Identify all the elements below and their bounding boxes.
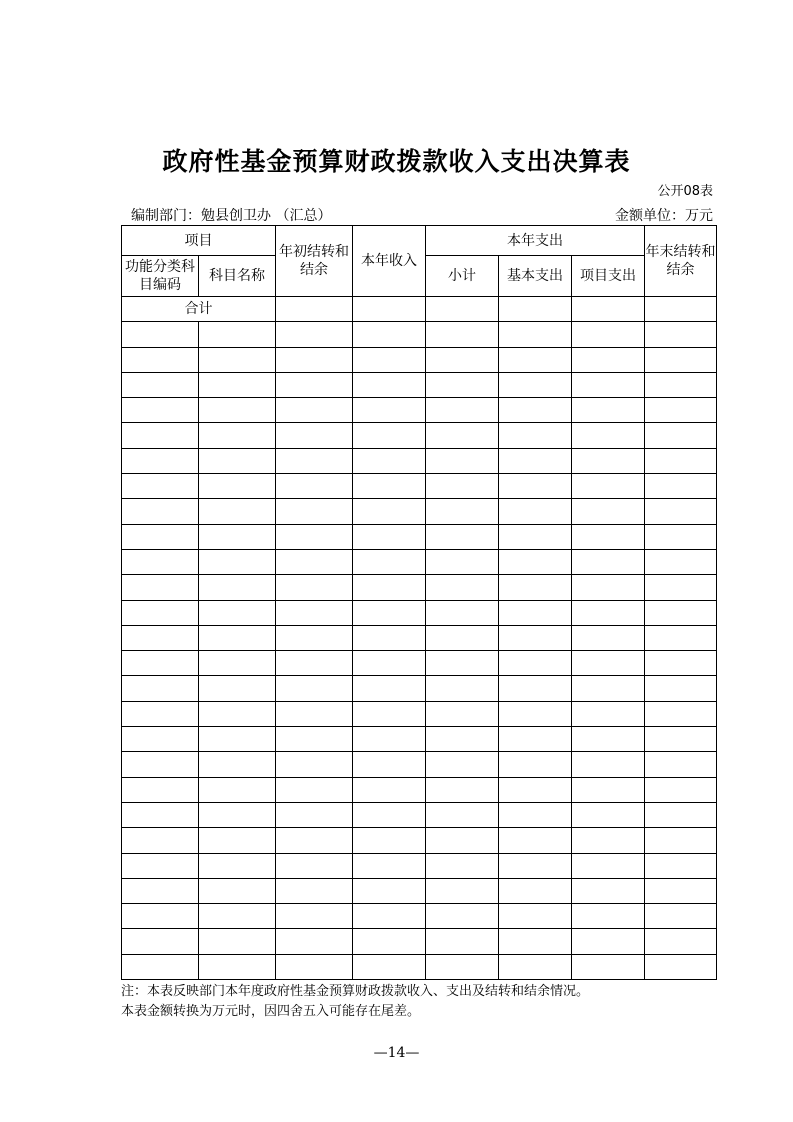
table-cell bbox=[645, 549, 717, 574]
table-cell bbox=[353, 297, 426, 322]
table-cell bbox=[122, 499, 199, 524]
table-cell bbox=[199, 448, 276, 473]
table-cell bbox=[199, 524, 276, 549]
table-cell bbox=[499, 802, 572, 827]
table-cell bbox=[426, 651, 499, 676]
table-cell bbox=[276, 929, 353, 954]
table-cell bbox=[122, 625, 199, 650]
table-cell bbox=[572, 524, 645, 549]
table-cell bbox=[122, 701, 199, 726]
table-cell bbox=[499, 752, 572, 777]
table-cell bbox=[572, 777, 645, 802]
table-cell bbox=[276, 777, 353, 802]
table-cell bbox=[122, 853, 199, 878]
table-cell bbox=[199, 322, 276, 347]
table-cell bbox=[572, 954, 645, 979]
table-cell bbox=[572, 549, 645, 574]
header-item: 项目 bbox=[122, 226, 276, 256]
table-cell bbox=[276, 474, 353, 499]
table-cell bbox=[499, 499, 572, 524]
table-cell bbox=[276, 954, 353, 979]
table-cell bbox=[645, 954, 717, 979]
table-cell bbox=[199, 802, 276, 827]
table-row bbox=[122, 625, 717, 650]
table-cell bbox=[572, 297, 645, 322]
table-cell bbox=[353, 904, 426, 929]
table-cell bbox=[276, 322, 353, 347]
table-cell bbox=[426, 904, 499, 929]
table-cell bbox=[122, 524, 199, 549]
table-cell bbox=[199, 929, 276, 954]
table-cell bbox=[645, 853, 717, 878]
table-cell bbox=[426, 853, 499, 878]
table-cell bbox=[353, 347, 426, 372]
table-cell bbox=[426, 600, 499, 625]
total-label: 合计 bbox=[122, 297, 276, 322]
table-cell bbox=[426, 802, 499, 827]
table-cell bbox=[645, 600, 717, 625]
table-cell bbox=[499, 297, 572, 322]
table-cell bbox=[276, 398, 353, 423]
table-cell bbox=[122, 474, 199, 499]
table-cell bbox=[353, 676, 426, 701]
table-cell bbox=[572, 474, 645, 499]
table-cell bbox=[353, 752, 426, 777]
table-cell bbox=[199, 651, 276, 676]
table-cell bbox=[572, 322, 645, 347]
table-cell bbox=[276, 853, 353, 878]
header-project-expense: 项目支出 bbox=[572, 256, 645, 297]
table-cell bbox=[426, 929, 499, 954]
table-cell bbox=[572, 499, 645, 524]
table-cell bbox=[426, 322, 499, 347]
table-cell bbox=[499, 372, 572, 397]
table-cell bbox=[572, 904, 645, 929]
table-row bbox=[122, 954, 717, 979]
table-cell bbox=[499, 398, 572, 423]
table-cell bbox=[645, 398, 717, 423]
document-title: 政府性基金预算财政拨款收入支出决算表 bbox=[162, 147, 631, 176]
table-cell bbox=[645, 372, 717, 397]
table-cell bbox=[499, 322, 572, 347]
table-cell bbox=[572, 701, 645, 726]
table-row bbox=[122, 372, 717, 397]
table-row bbox=[122, 524, 717, 549]
header-basic-expense: 基本支出 bbox=[499, 256, 572, 297]
table-cell bbox=[353, 828, 426, 853]
table-cell bbox=[426, 499, 499, 524]
table-row bbox=[122, 929, 717, 954]
table-cell bbox=[426, 474, 499, 499]
table-cell bbox=[199, 701, 276, 726]
table-cell bbox=[426, 954, 499, 979]
table-cell bbox=[353, 651, 426, 676]
table-cell bbox=[572, 372, 645, 397]
table-cell bbox=[426, 297, 499, 322]
header-expense: 本年支出 bbox=[426, 226, 645, 256]
table-cell bbox=[353, 727, 426, 752]
table-cell bbox=[276, 575, 353, 600]
table-cell bbox=[276, 651, 353, 676]
table-cell bbox=[426, 398, 499, 423]
table-cell bbox=[353, 625, 426, 650]
table-cell bbox=[572, 575, 645, 600]
table-cell bbox=[499, 676, 572, 701]
table-cell bbox=[499, 524, 572, 549]
table-cell bbox=[572, 676, 645, 701]
table-notes bbox=[121, 982, 589, 1022]
table-cell bbox=[353, 474, 426, 499]
table-cell bbox=[276, 423, 353, 448]
table-cell bbox=[276, 878, 353, 903]
table-cell bbox=[122, 600, 199, 625]
table-cell bbox=[122, 322, 199, 347]
note-line-1: 注：本表反映部门本年度政府性基金预算财政拨款收入、支出及结转和结余情况。 bbox=[121, 984, 590, 999]
table-cell bbox=[572, 625, 645, 650]
table-cell bbox=[276, 676, 353, 701]
table-cell bbox=[572, 600, 645, 625]
table-cell bbox=[276, 828, 353, 853]
table-cell bbox=[426, 524, 499, 549]
table-cell bbox=[572, 423, 645, 448]
table-cell bbox=[645, 828, 717, 853]
table-row bbox=[122, 853, 717, 878]
table-cell bbox=[353, 600, 426, 625]
table-cell bbox=[353, 575, 426, 600]
table-cell bbox=[499, 347, 572, 372]
note-line-2: 本表金额转换为万元时，因四舍五入可能存在尾差。 bbox=[121, 1004, 421, 1019]
table-cell bbox=[122, 372, 199, 397]
header-opening-balance: 年初结转和结余 bbox=[276, 226, 353, 297]
table-cell bbox=[353, 777, 426, 802]
table-cell bbox=[199, 347, 276, 372]
table-cell bbox=[276, 752, 353, 777]
table-row bbox=[122, 752, 717, 777]
table-cell bbox=[122, 575, 199, 600]
table-cell bbox=[276, 625, 353, 650]
table-cell bbox=[499, 549, 572, 574]
table-row bbox=[122, 347, 717, 372]
table-cell bbox=[499, 929, 572, 954]
amount-unit-label: 金额单位：万元 bbox=[615, 208, 713, 224]
table-row bbox=[122, 575, 717, 600]
table-cell bbox=[426, 448, 499, 473]
table-cell bbox=[199, 423, 276, 448]
table-cell bbox=[122, 448, 199, 473]
table-cell bbox=[645, 575, 717, 600]
table-cell bbox=[122, 878, 199, 903]
table-cell bbox=[353, 802, 426, 827]
table-cell bbox=[572, 828, 645, 853]
table-cell bbox=[199, 904, 276, 929]
header-subject-name: 科目名称 bbox=[199, 256, 276, 297]
table-cell bbox=[645, 752, 717, 777]
header-income: 本年收入 bbox=[353, 226, 426, 297]
table-cell bbox=[353, 423, 426, 448]
table-cell bbox=[199, 398, 276, 423]
table-cell bbox=[572, 651, 645, 676]
table-cell bbox=[276, 448, 353, 473]
table-cell bbox=[426, 828, 499, 853]
table-cell bbox=[276, 499, 353, 524]
table-cell bbox=[426, 727, 499, 752]
table-cell bbox=[426, 549, 499, 574]
table-cell bbox=[499, 625, 572, 650]
table-cell bbox=[276, 727, 353, 752]
table-cell bbox=[199, 499, 276, 524]
table-row bbox=[122, 878, 717, 903]
table-cell bbox=[122, 802, 199, 827]
table-cell bbox=[276, 701, 353, 726]
table-cell bbox=[572, 752, 645, 777]
table-cell bbox=[499, 954, 572, 979]
table-row bbox=[122, 448, 717, 473]
table-cell bbox=[499, 878, 572, 903]
table-cell bbox=[353, 322, 426, 347]
table-cell bbox=[353, 929, 426, 954]
table-cell bbox=[572, 802, 645, 827]
table-cell bbox=[645, 701, 717, 726]
table-row bbox=[122, 322, 717, 347]
table-cell bbox=[645, 423, 717, 448]
table-cell bbox=[199, 853, 276, 878]
table-cell bbox=[572, 727, 645, 752]
table-cell bbox=[499, 853, 572, 878]
table-cell bbox=[645, 524, 717, 549]
table-cell bbox=[276, 600, 353, 625]
header-subtotal: 小计 bbox=[426, 256, 499, 297]
table-cell bbox=[499, 575, 572, 600]
budget-table bbox=[121, 225, 717, 980]
table-cell bbox=[122, 398, 199, 423]
organization-label: 编制部门：勉县创卫办 （汇总） bbox=[131, 208, 332, 224]
table-cell bbox=[353, 499, 426, 524]
table-cell bbox=[122, 549, 199, 574]
table-cell bbox=[426, 575, 499, 600]
table-cell bbox=[426, 372, 499, 397]
table-cell bbox=[499, 701, 572, 726]
table-cell bbox=[353, 448, 426, 473]
table-row bbox=[122, 828, 717, 853]
table-cell bbox=[353, 878, 426, 903]
table-cell bbox=[122, 676, 199, 701]
table-cell bbox=[426, 423, 499, 448]
table-cell bbox=[276, 802, 353, 827]
table-cell bbox=[572, 929, 645, 954]
table-cell bbox=[122, 651, 199, 676]
table-cell bbox=[645, 625, 717, 650]
table-cell bbox=[122, 904, 199, 929]
table-cell bbox=[353, 701, 426, 726]
table-cell bbox=[572, 448, 645, 473]
table-cell bbox=[499, 727, 572, 752]
table-cell bbox=[199, 777, 276, 802]
table-cell bbox=[426, 625, 499, 650]
table-cell bbox=[645, 676, 717, 701]
table-cell bbox=[122, 752, 199, 777]
table-cell bbox=[199, 625, 276, 650]
table-cell bbox=[276, 549, 353, 574]
table-cell bbox=[199, 549, 276, 574]
table-cell bbox=[499, 448, 572, 473]
table-cell bbox=[572, 853, 645, 878]
header-row-1 bbox=[122, 226, 717, 256]
table-cell bbox=[122, 347, 199, 372]
table-cell bbox=[572, 398, 645, 423]
table-cell bbox=[499, 777, 572, 802]
table-cell bbox=[572, 878, 645, 903]
header-closing-balance: 年末结转和结余 bbox=[645, 226, 717, 297]
table-row bbox=[122, 398, 717, 423]
table-cell bbox=[276, 524, 353, 549]
table-cell bbox=[122, 929, 199, 954]
table-cell bbox=[426, 752, 499, 777]
table-row bbox=[122, 727, 717, 752]
table-cell bbox=[276, 372, 353, 397]
table-cell bbox=[353, 954, 426, 979]
table-cell bbox=[122, 954, 199, 979]
table-cell bbox=[122, 777, 199, 802]
table-row bbox=[122, 549, 717, 574]
table-cell bbox=[645, 651, 717, 676]
table-cell bbox=[499, 651, 572, 676]
table-cell bbox=[353, 549, 426, 574]
table-cell bbox=[645, 499, 717, 524]
table-cell bbox=[426, 347, 499, 372]
table-cell bbox=[199, 676, 276, 701]
table-cell bbox=[199, 575, 276, 600]
table-cell bbox=[645, 347, 717, 372]
table-row bbox=[122, 423, 717, 448]
table-cell bbox=[499, 828, 572, 853]
table-cell bbox=[353, 372, 426, 397]
table-cell bbox=[199, 828, 276, 853]
table-cell bbox=[645, 904, 717, 929]
table-cell bbox=[645, 727, 717, 752]
table-cell bbox=[199, 600, 276, 625]
table-cell bbox=[426, 878, 499, 903]
table-cell bbox=[199, 878, 276, 903]
table-cell bbox=[645, 474, 717, 499]
table-cell bbox=[199, 954, 276, 979]
table-cell bbox=[499, 904, 572, 929]
page-number: —14— bbox=[373, 1045, 420, 1061]
table-row bbox=[122, 802, 717, 827]
header-func-code: 功能分类科目编码 bbox=[122, 256, 199, 297]
table-cell bbox=[426, 777, 499, 802]
table-cell bbox=[645, 802, 717, 827]
table-cell bbox=[499, 600, 572, 625]
table-row bbox=[122, 904, 717, 929]
table-cell bbox=[499, 474, 572, 499]
table-row bbox=[122, 701, 717, 726]
total-row bbox=[122, 297, 717, 322]
table-cell bbox=[353, 853, 426, 878]
table-cell bbox=[645, 878, 717, 903]
table-cell bbox=[426, 701, 499, 726]
table-cell bbox=[199, 752, 276, 777]
table-cell bbox=[276, 297, 353, 322]
table-cell bbox=[645, 297, 717, 322]
table-cell bbox=[645, 322, 717, 347]
table-row bbox=[122, 600, 717, 625]
table-cell bbox=[122, 727, 199, 752]
table-cell bbox=[353, 398, 426, 423]
table-cell bbox=[199, 727, 276, 752]
table-cell bbox=[122, 423, 199, 448]
table-cell bbox=[426, 676, 499, 701]
table-row bbox=[122, 777, 717, 802]
form-number: 公开08表 bbox=[657, 184, 713, 199]
table-row bbox=[122, 676, 717, 701]
table-cell bbox=[645, 777, 717, 802]
table-row bbox=[122, 651, 717, 676]
table-cell bbox=[645, 929, 717, 954]
table-cell bbox=[645, 448, 717, 473]
table-cell bbox=[353, 524, 426, 549]
table-cell bbox=[499, 423, 572, 448]
table-cell bbox=[276, 904, 353, 929]
table-cell bbox=[572, 347, 645, 372]
table-cell bbox=[122, 828, 199, 853]
table-row bbox=[122, 474, 717, 499]
table-cell bbox=[199, 372, 276, 397]
table-cell bbox=[199, 474, 276, 499]
table-row bbox=[122, 499, 717, 524]
table-cell bbox=[276, 347, 353, 372]
